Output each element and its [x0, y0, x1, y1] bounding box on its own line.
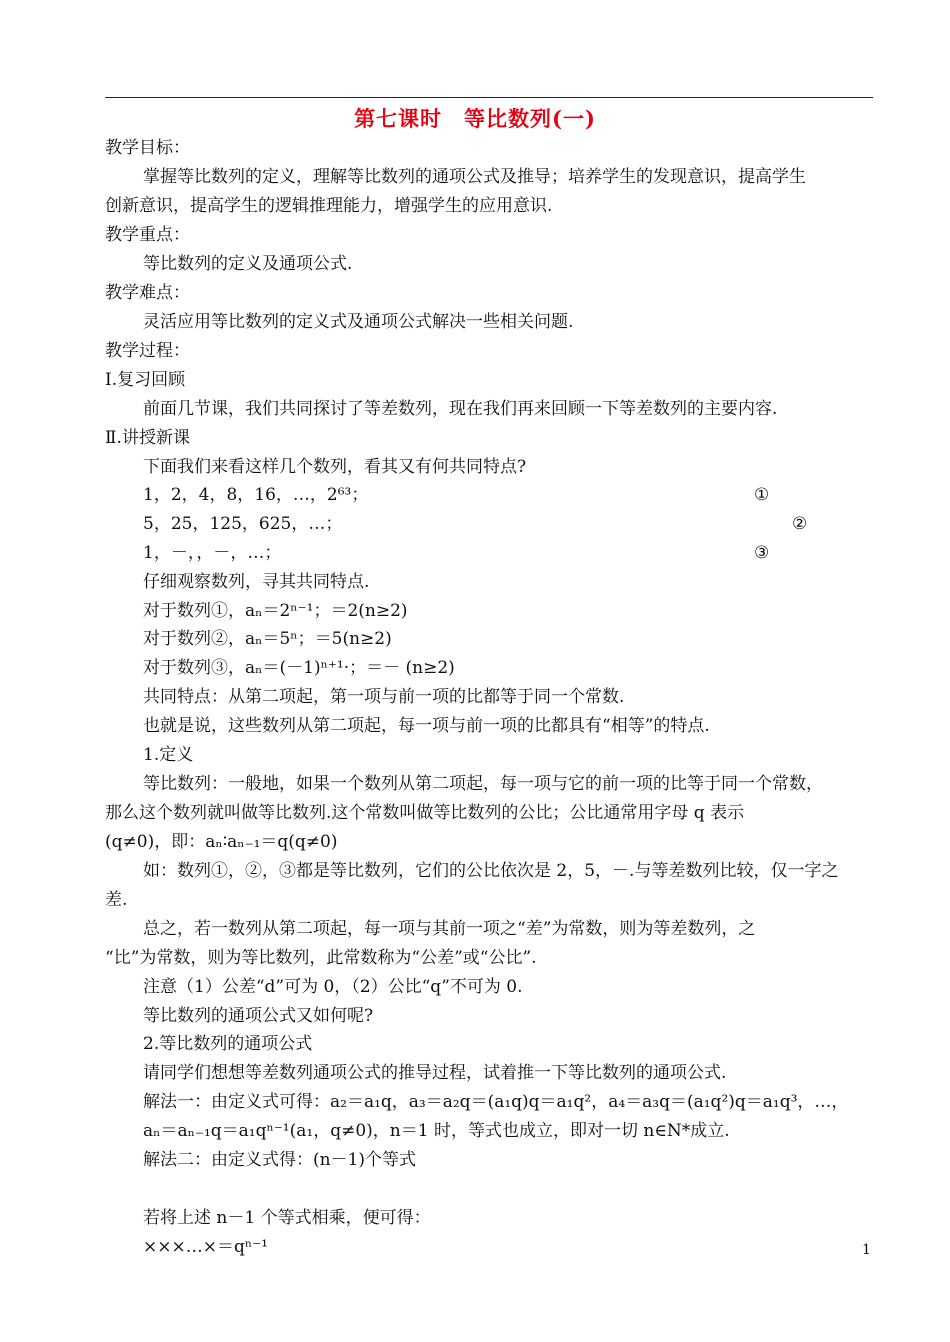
text-line: 总之，若一数列从第二项起，每一项与其前一项之“差”为常数，则为等差数列，之 [143, 919, 756, 939]
header-rule [105, 97, 873, 98]
sequence-line: 1，－，，－，…； [143, 543, 282, 563]
text-line: 注意（1）公差“d”可为 0，（2）公比“q”不可为 0. [143, 977, 523, 997]
text-line: 请同学们想想等差数列通项公式的推导过程，试着推一下等比数列的通项公式. [143, 1063, 727, 1083]
text-line: 创新意识，提高学生的逻辑推理能力，增强学生的应用意识. [105, 196, 553, 216]
subsection-heading: 2.等比数列的通项公式 [143, 1034, 313, 1054]
text-line: 教学重点： [105, 225, 190, 245]
page-title: 第七课时 等比数列(一) [354, 106, 596, 131]
text-line: 教学难点： [105, 283, 190, 303]
text-line: 教学过程： [105, 341, 190, 361]
subsection-heading: 1.定义 [143, 745, 194, 765]
text-line: 如：数列①，②，③都是等比数列，它们的公比依次是 2，5，－.与等差数列比较，仅一字之 [143, 861, 839, 881]
text-line: 对于数列②，aₙ＝5ⁿ；＝5(n≥2) [143, 629, 392, 649]
text-line: 差. [105, 890, 128, 910]
sequence-line: 1，2，4，8，16，…，2⁶³； [143, 485, 369, 505]
text-line: 掌握等比数列的定义，理解等比数列的通项公式及推导；培养学生的发现意识，提高学生 [143, 167, 806, 187]
section-heading: Ⅱ.讲授新课 [105, 428, 190, 448]
text-line: 灵活应用等比数列的定义式及通项公式解决一些相关问题. [143, 312, 574, 332]
text-line: 等比数列的定义及通项公式. [143, 254, 353, 274]
formula-line: ×××…×＝qⁿ⁻¹ [143, 1237, 269, 1257]
sequence-line: 5，25，125，625，…； [143, 514, 343, 534]
text-line: 若将上述 n－1 个等式相乘，便可得： [143, 1208, 431, 1228]
text-line: 对于数列③，aₙ＝(－1)ⁿ⁺¹·；＝－ (n≥2) [143, 658, 455, 678]
text-line: 也就是说，这些数列从第二项起，每一项与前一项的比都具有“相等”的特点. [143, 716, 710, 736]
text-line: “比”为常数，则为等比数列，此常数称为“公差”或“公比”. [105, 948, 537, 968]
text-line: 共同特点：从第二项起，第一项与前一项的比都等于同一个常数. [143, 687, 625, 707]
section-heading: Ⅰ.复习回顾 [105, 370, 186, 390]
text-line: 下面我们来看这样几个数列，看其又有何共同特点? [143, 457, 527, 477]
text-line: 解法二：由定义式得：(n－1)个等式 [143, 1150, 417, 1170]
text-line: (q≠0)，即：aₙ∶aₙ₋₁＝q(q≠0) [105, 832, 338, 852]
formula-line: 解法一：由定义式可得：a₂＝a₁q，a₃＝a₂q＝(a₁q)q＝a₁q²，a₄＝a₃q＝(a₁q²)q＝a₁q³，…， [143, 1092, 849, 1112]
sequence-marker-2: ② [792, 514, 808, 534]
text-line: 那么这个数列就叫做等比数列.这个常数叫做等比数列的公比；公比通常用字母 q 表示 [105, 803, 745, 823]
sequence-marker-3: ③ [754, 543, 770, 563]
text-line: 前面几节课，我们共同探讨了等差数列，现在我们再来回顾一下等差数列的主要内容. [143, 399, 778, 419]
formula-line: aₙ＝aₙ₋₁q＝a₁qⁿ⁻¹(a₁，q≠0)，n＝1 时，等式也成立，即对一切 n∈N*成立. [143, 1121, 730, 1141]
text-line: 教学目标： [105, 138, 190, 158]
text-line: 仔细观察数列，寻其共同特点. [143, 572, 370, 592]
page-number: 1 [862, 1242, 871, 1258]
text-line: 对于数列①，aₙ＝2ⁿ⁻¹；＝2(n≥2) [143, 601, 408, 621]
text-line: 等比数列的通项公式又如何呢? [143, 1006, 374, 1026]
sequence-marker-1: ① [754, 485, 770, 505]
text-line: 等比数列：一般地，如果一个数列从第二项起，每一项与它的前一项的比等于同一个常数， [143, 774, 823, 794]
